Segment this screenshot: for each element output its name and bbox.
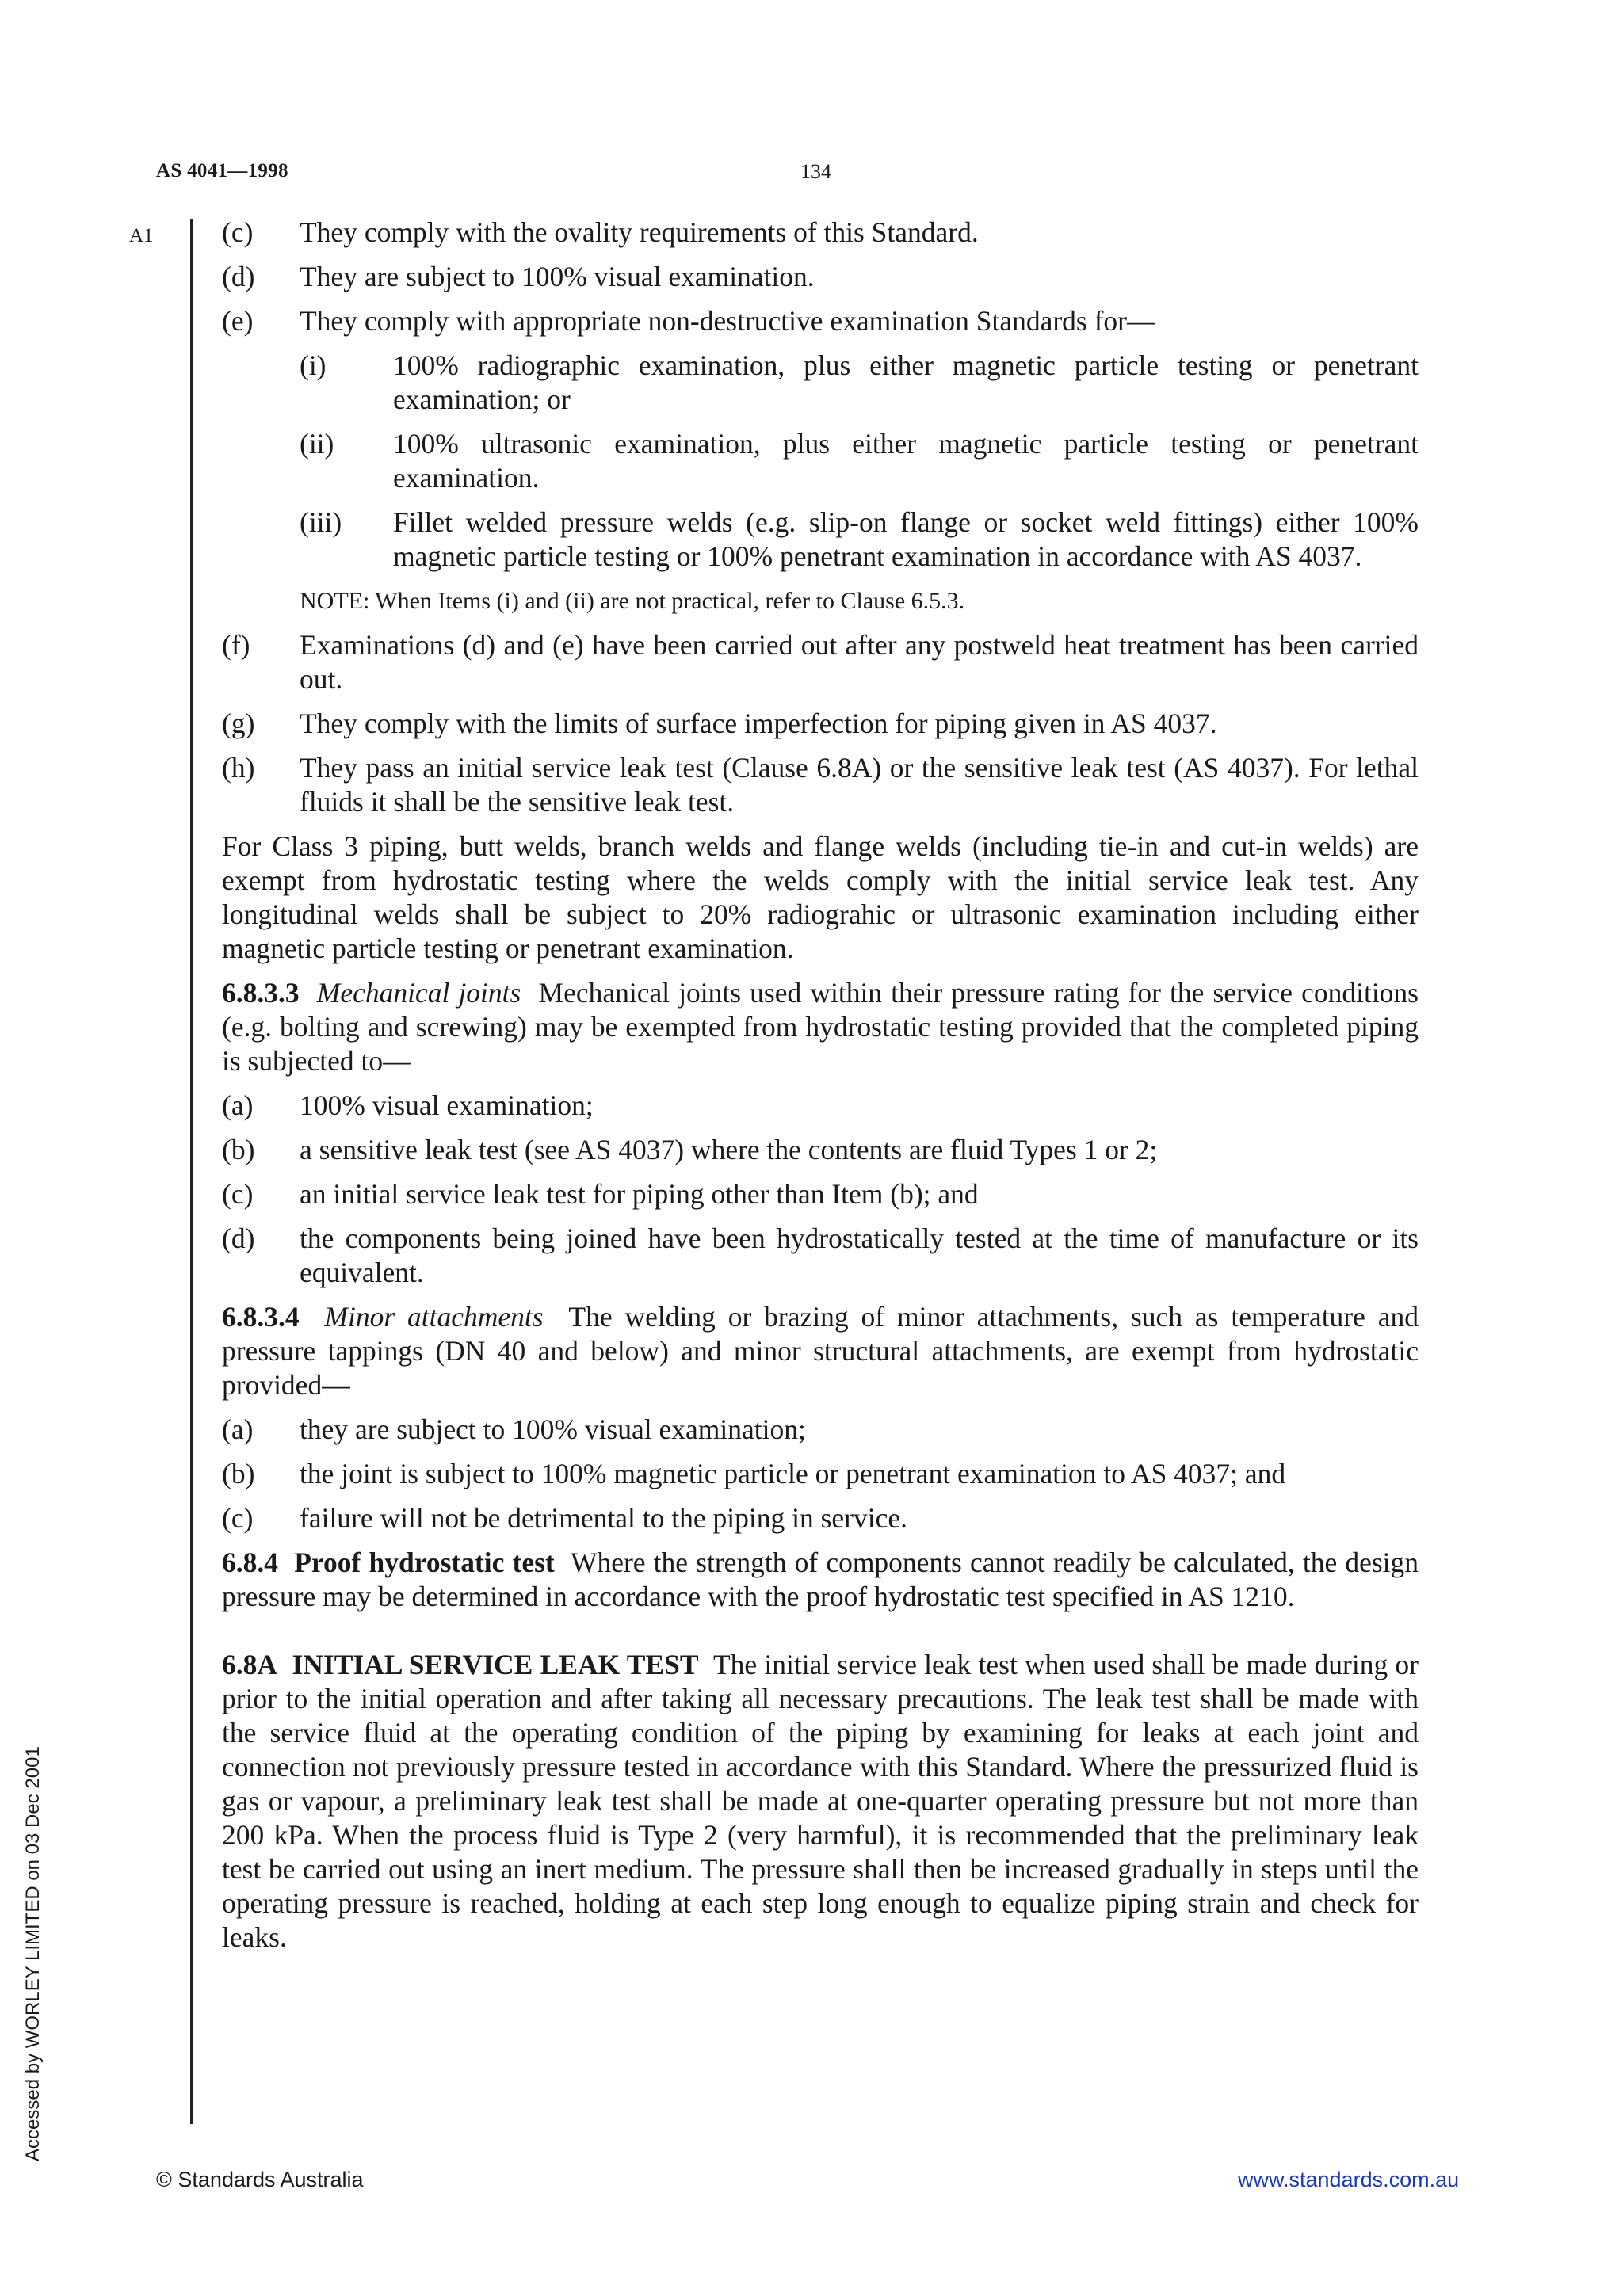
page-number: 134 <box>800 160 831 183</box>
list-item <box>222 1089 1419 1123</box>
clause-title: Proof hydrostatic test <box>294 1547 555 1578</box>
clause-6-8a <box>222 1648 1419 1955</box>
clause-text: Where the strength of components cannot readily be calculated, the design pressure may be determined in accordance with the proof hydrostatic test specified in AS 1210. <box>222 1547 1419 1612</box>
item-text: the components being joined have been hydrostatically tested at the time of manufacture or its equivalent. <box>300 1222 1419 1288</box>
amendment-bar <box>190 219 193 2124</box>
list-item <box>222 304 1419 338</box>
clause-number: 6.8.4 <box>222 1547 278 1578</box>
access-watermark: Accessed by WORLEY LIMITED on 03 Dec 2001 <box>22 1746 44 2161</box>
item-text: They comply with appropriate non-destructive examination Standards for— <box>300 305 1155 337</box>
document-body <box>222 215 1419 1965</box>
list-item <box>222 1413 1419 1447</box>
item-text: Examinations (d) and (e) have been carried out after any postweld heat treatment has been carried out. <box>300 629 1419 695</box>
item-label: (a) <box>222 1413 254 1445</box>
item-label: (h) <box>222 752 255 784</box>
sub-list-item <box>300 349 1419 417</box>
class3-paragraph: For Class 3 piping, butt welds, branch welds and flange welds (including tie-in and cut-in welds) are exempt from hydrostatic testing where the welds comply with the initial service leak test. Any longitudinal welds shall be subject to 20% radiograhic or ultrasonic examination including either magnetic particle testing or penetrant examination. <box>222 830 1419 964</box>
clause-number: 6.8.3.3 <box>222 977 300 1009</box>
sub-item-text: 100% radiographic examination, plus either magnetic particle testing or penetrant examination; or <box>393 349 1419 415</box>
document-id: AS 4041—1998 <box>156 160 288 181</box>
item-label: (c) <box>222 216 254 248</box>
list-item <box>222 1133 1419 1167</box>
sub-item-label: (i) <box>300 349 327 381</box>
sub-item-label: (ii) <box>300 428 334 460</box>
item-text: an initial service leak test for piping other than Item (b); and <box>300 1178 979 1210</box>
list-item <box>222 1222 1419 1290</box>
item-text: They are subject to 100% visual examination. <box>300 261 815 292</box>
clause-number: 6.8A <box>222 1649 278 1680</box>
clause-title: INITIAL SERVICE LEAK TEST <box>292 1649 699 1680</box>
item-text: They comply with the ovality requirements of this Standard. <box>300 216 979 248</box>
list-item <box>222 1177 1419 1211</box>
note: NOTE: When Items (i) and (ii) are not practical, refer to Clause 6.5.3. <box>300 588 965 614</box>
item-label: (d) <box>222 261 255 292</box>
item-text: the joint is subject to 100% magnetic particle or penetrant examination to AS 4037; and <box>300 1458 1286 1489</box>
sub-list-item <box>300 505 1419 574</box>
sub-item-text: 100% ultrasonic examination, plus either magnetic particle testing or penetrant examination. <box>393 428 1419 494</box>
section-gap <box>222 1624 1419 1648</box>
clause-text: The initial service leak test when used shall be made during or prior to the initial operation and after taking all necessary precautions. The leak test shall be made with the service fluid at the operating condition of the piping by examining for leaks at each joint and connection not previously pressure tested in accordance with this Standard. Where the pressurized fluid is gas or vapour, a preliminary leak test shall be made at one-quarter operating pressure but not more than 200 kPa. When the process fluid is Type 2 (very harmful), it is recommended that the preliminary leak test be carried out using an inert medium. The pressure shall then be increased gradually in steps until the operating pressure is reached, holding at each step long enough to equalize piping strain and check for leaks. <box>222 1649 1419 1953</box>
sub-item-label: (iii) <box>300 506 342 538</box>
item-label: (g) <box>222 707 255 739</box>
item-label: (f) <box>222 629 250 661</box>
list-item <box>222 1457 1419 1491</box>
item-text: They comply with the limits of surface imperfection for piping given in AS 4037. <box>300 707 1217 739</box>
item-text: a sensitive leak test (see AS 4037) where the contents are fluid Types 1 or 2; <box>300 1134 1158 1165</box>
item-label: (c) <box>222 1178 254 1210</box>
item-label: (a) <box>222 1089 254 1121</box>
list-item <box>222 628 1419 696</box>
item-label: (c) <box>222 1502 254 1534</box>
sub-list-item <box>300 427 1419 495</box>
list-item <box>222 1501 1419 1535</box>
item-text: they are subject to 100% visual examination; <box>300 1413 806 1445</box>
list-item <box>222 215 1419 250</box>
item-text: failure will not be detrimental to the piping in service. <box>300 1502 907 1534</box>
clause-text: The welding or brazing of minor attachments, such as temperature and pressure tappings (DN 40 and below) and minor structural attachments, are exempt from hydrostatic provided— <box>222 1301 1419 1401</box>
sub-item-text: Fillet welded pressure welds (e.g. slip-on flange or socket weld fittings) either 100% magnetic particle testing or 100% penetrant examination in accordance with AS 4037. <box>393 506 1419 572</box>
clause-6-8-3-4 <box>222 1300 1419 1402</box>
clause-number: 6.8.3.4 <box>222 1301 300 1333</box>
item-label: (e) <box>222 305 254 337</box>
clause-title: Mechanical joints <box>316 977 521 1009</box>
item-text: They pass an initial service leak test (Clause 6.8A) or the sensitive leak test (AS 4037). For lethal fluids it shall be the sensitive leak test. <box>300 752 1419 818</box>
item-label: (d) <box>222 1222 255 1254</box>
footer-copyright: © Standards Australia <box>156 2168 364 2191</box>
item-text: 100% visual examination; <box>300 1089 594 1121</box>
footer-link[interactable]: www.standards.com.au <box>1238 2168 1460 2191</box>
clause-title: Minor attachments <box>324 1301 544 1333</box>
item-label: (b) <box>222 1458 255 1489</box>
list-item <box>222 751 1419 819</box>
clause-6-8-4 <box>222 1546 1419 1614</box>
list-item <box>222 707 1419 741</box>
amendment-mark: A1 <box>129 225 154 246</box>
sub-list <box>300 349 1419 574</box>
clause-text: Mechanical joints used within their pressure rating for the service conditions (e.g. bolting and screwing) may be exempted from hydrostatic testing provided that the completed piping is subjected to— <box>222 977 1419 1077</box>
clause-6-8-3-3 <box>222 976 1419 1078</box>
list-item <box>222 260 1419 294</box>
item-label: (b) <box>222 1134 255 1165</box>
